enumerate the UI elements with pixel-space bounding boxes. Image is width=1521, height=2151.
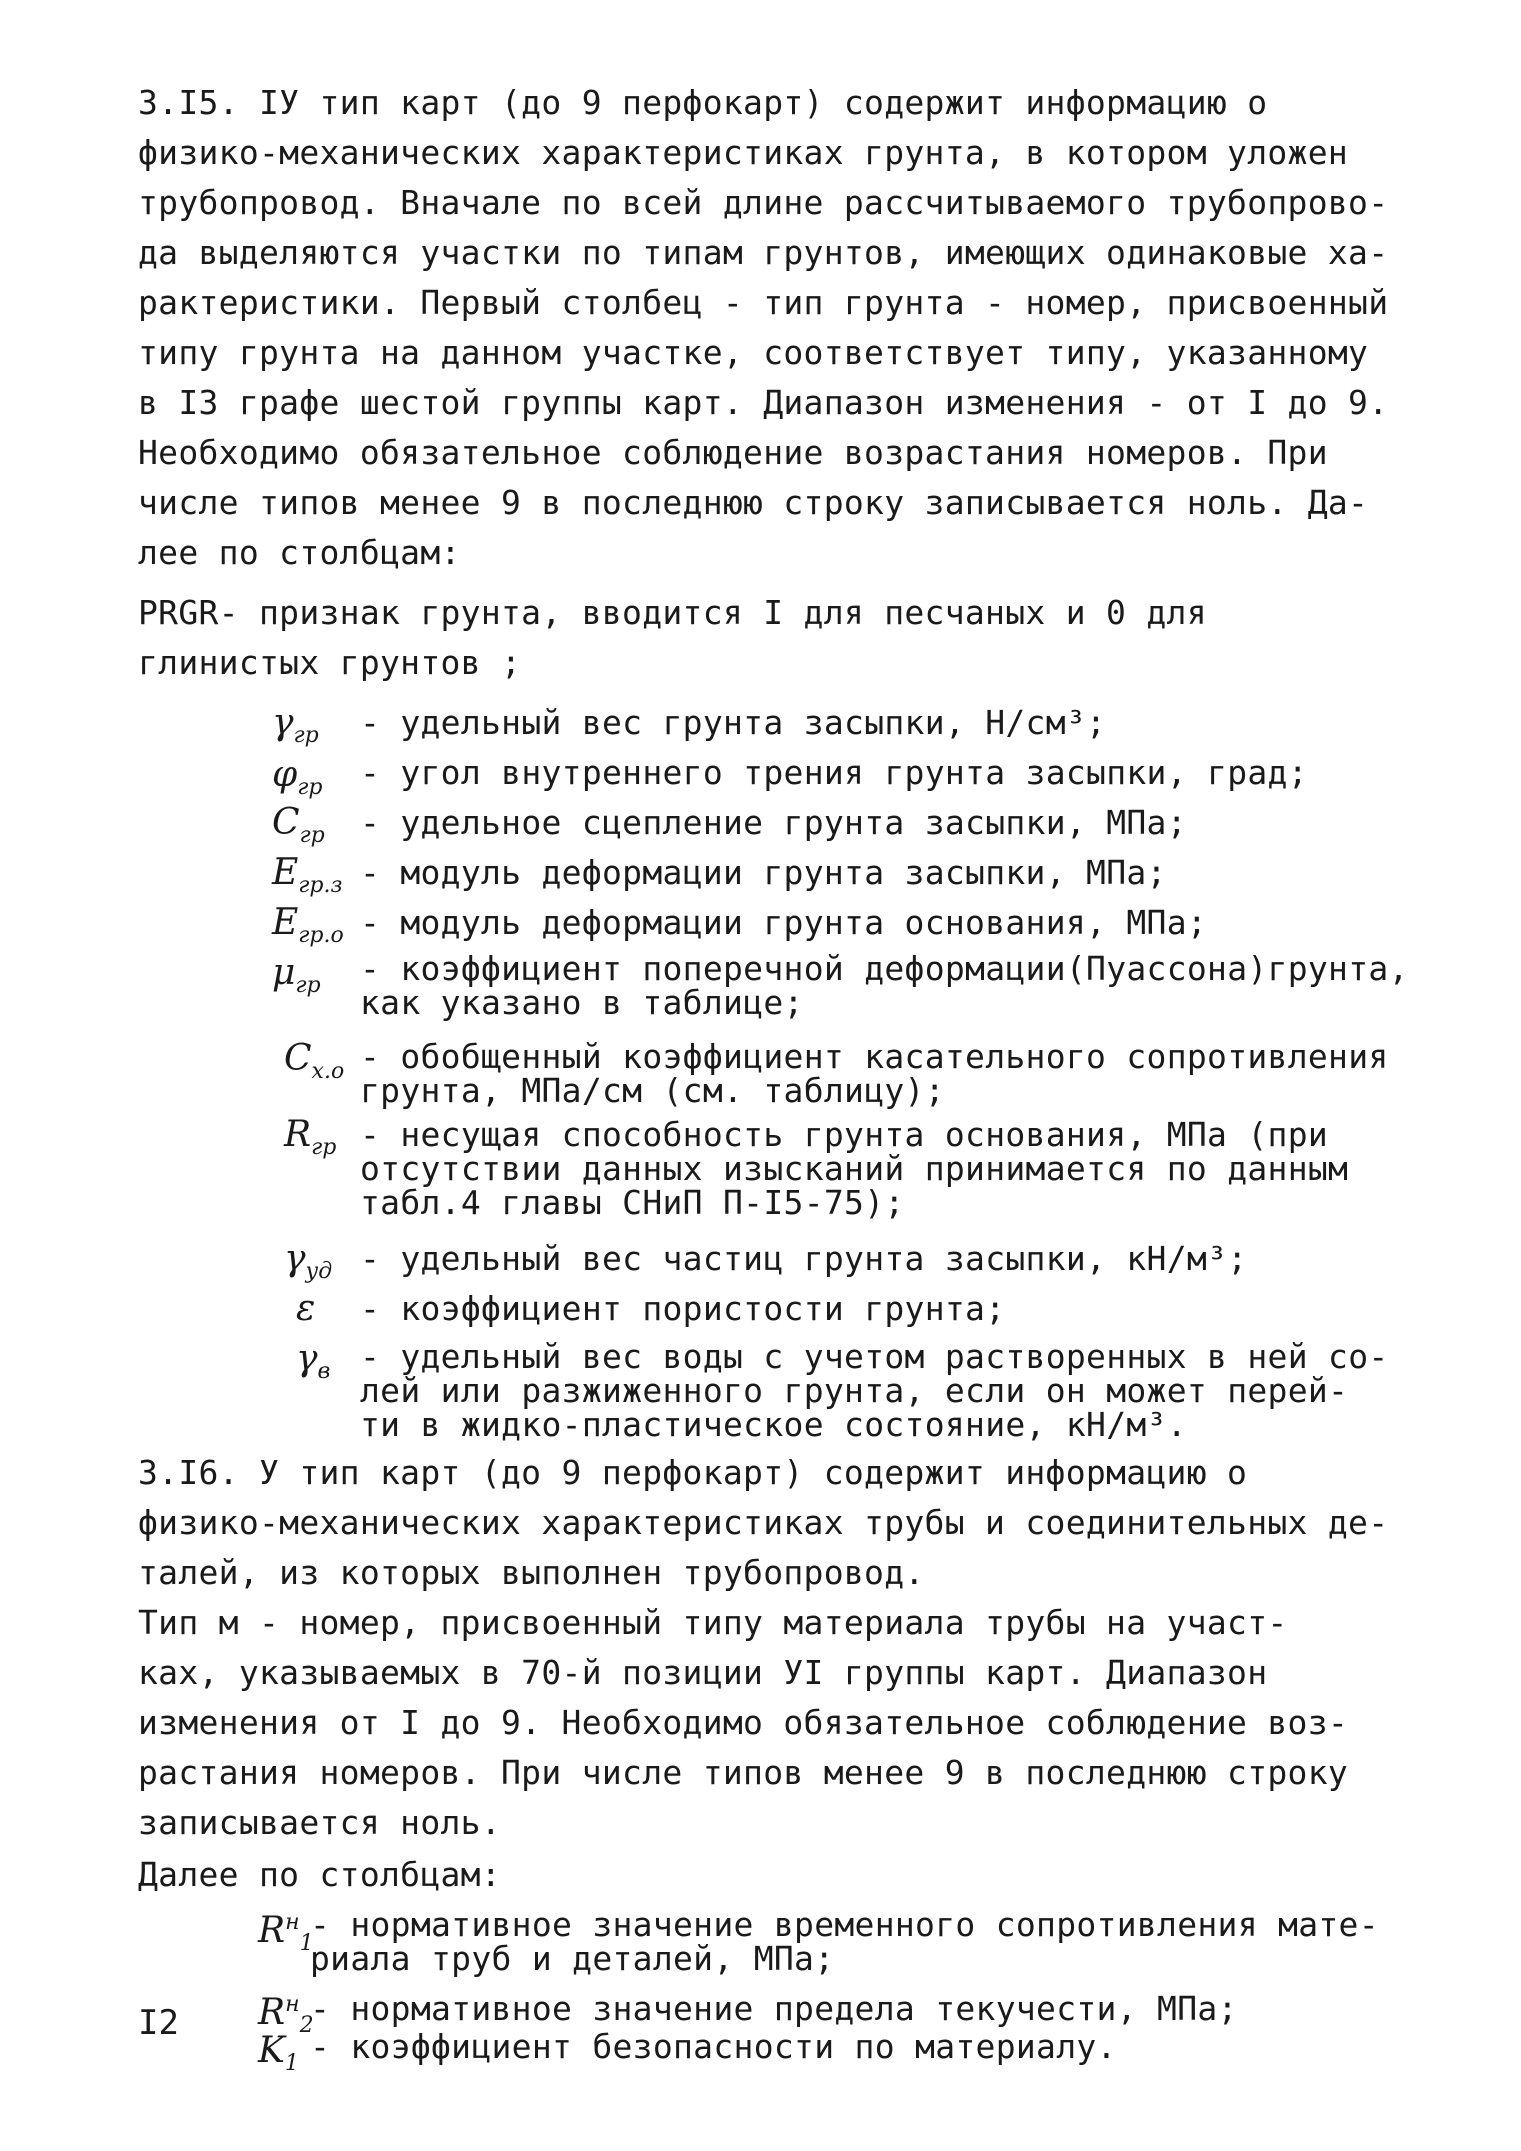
text-line: талей, из которых выполнен трубопровод. <box>138 1553 925 1592</box>
definition-text: - коэффициент безопасности по материалу. <box>310 2027 1117 2066</box>
symbol-e-gr-o: $E_{гр.о}$ <box>272 902 344 949</box>
definition-text: - удельный вес частиц грунта засыпки, кН/м³; <box>360 1239 1248 1278</box>
text-line: Необходимо обязательное соблюдение возрастания номеров. При <box>138 433 1328 472</box>
definition-text: - удельный вес грунта засыпки, Н/см³; <box>360 703 1107 742</box>
symbol-k1: $K_1$ <box>258 2030 299 2077</box>
text-line: числе типов менее 9 в последнюю строку записывается ноль. Да- <box>138 483 1369 522</box>
symbol-c-gr: $C_{гр}$ <box>272 802 325 849</box>
symbol-epsilon: ε <box>296 1288 316 1329</box>
text-line: трубопровод. Вначале по всей длине рассчитываемого трубопрово- <box>138 183 1389 222</box>
text-line: 3.I6. У тип карт (до 9 перфокарт) содержит информацию о <box>138 1453 1248 1492</box>
text-line: ках, указываемых в 70-й позиции УI группы карт. Диапазон <box>138 1653 1268 1692</box>
definition-text: отсутствии данных изысканий принимается по данным <box>360 1149 1349 1188</box>
text-line: лее по столбцам: <box>138 533 461 572</box>
page-number: I2 <box>138 2003 179 2043</box>
text-line: физико-механических характеристиках грунта, в котором уложен <box>138 133 1349 172</box>
definition-text: - модуль деформации грунта засыпки, МПа; <box>360 853 1167 892</box>
symbol-e-gr-z: $E_{гр.з}$ <box>272 852 343 899</box>
symbol-phi-gr: $\varphi_{гр}$ <box>272 754 323 801</box>
definition-text: - угол внутреннего трения грунта засыпки, град; <box>360 753 1308 792</box>
symbol-gamma-v: $\gamma_в$ <box>296 1338 331 1385</box>
definition-text: - нормативное значение временного сопротивления мате- <box>310 1905 1379 1944</box>
definition-text: - коэффициент поперечной деформации(Пуассона)грунта, <box>360 949 1409 988</box>
text-line: 3.I5. IУ тип карт (до 9 перфокарт) содержит информацию о <box>138 83 1268 122</box>
definition-text: - обобщенный коэффициент касательного сопротивления <box>360 1037 1389 1076</box>
definition-text: грунта, МПа/см (см. таблицу); <box>360 1071 945 1110</box>
text-line: растания номеров. При числе типов менее 9 в последнюю строку <box>138 1753 1349 1792</box>
text-line: типу грунта на данном участке, соответствует типу, указанному <box>138 333 1369 372</box>
definition-text: - модуль деформации грунта основания, МПа; <box>360 903 1208 942</box>
definition-text: - удельное сцепление грунта засыпки, МПа; <box>360 803 1187 842</box>
text-line: Тип м - номер, присвоенный типу материала трубы на участ- <box>138 1603 1288 1642</box>
text-line: изменения от I до 9. Необходимо обязательное соблюдение воз- <box>138 1703 1349 1742</box>
definition-text: риала труб и деталей, МПа; <box>310 1939 835 1978</box>
text-line: да выделяются участки по типам грунтов, имеющих одинаковые ха- <box>138 233 1389 272</box>
symbol-gamma-ud: $\gamma_{уд}$ <box>284 1238 333 1285</box>
definition-text: - удельный вес воды с учетом растворенных в ней со- <box>360 1337 1389 1376</box>
symbol-r-gr: $R_{гр}$ <box>284 1114 337 1161</box>
text-line: глинистых грунтов ; <box>138 643 522 682</box>
symbol-r2-n: $R^н_2$ <box>258 1992 314 2039</box>
text-line: записывается ноль. <box>138 1803 502 1842</box>
definition-text: ти в жидко-пластическое состояние, кН/м³. <box>360 1405 1187 1444</box>
definition-text: как указано в таблице; <box>360 983 804 1022</box>
definition-text: - коэффициент пористости грунта; <box>360 1289 1006 1328</box>
text-line: Далее по столбцам: <box>138 1855 502 1894</box>
symbol-gamma-gr: $\gamma_{гр}$ <box>272 702 319 749</box>
symbol-r1-n: $R^н_1$ <box>258 1910 314 1957</box>
symbol-c-xo: $C_{х.о}$ <box>284 1038 345 1085</box>
definition-text: лей или разжиженного грунта, если он может перей- <box>360 1371 1349 1410</box>
definition-text: - несущая способность грунта основания, МПа (при <box>360 1115 1329 1154</box>
text-line: в I3 графе шестой группы карт. Диапазон изменения - от I до 9. <box>138 383 1389 422</box>
text-line: PRGR- признак грунта, вводится I для песчаных и 0 для <box>138 593 1207 632</box>
definition-text: табл.4 главы СНиП П-I5-75); <box>360 1183 905 1222</box>
symbol-mu-gr: $\mu_{гр}$ <box>272 952 321 999</box>
text-line: рактеристики. Первый столбец - тип грунта - номер, присвоенный <box>138 283 1389 322</box>
text-line: физико-механических характеристиках трубы и соединительных де- <box>138 1503 1389 1542</box>
definition-text: - нормативное значение предела текучести, МПа; <box>310 1989 1238 2028</box>
